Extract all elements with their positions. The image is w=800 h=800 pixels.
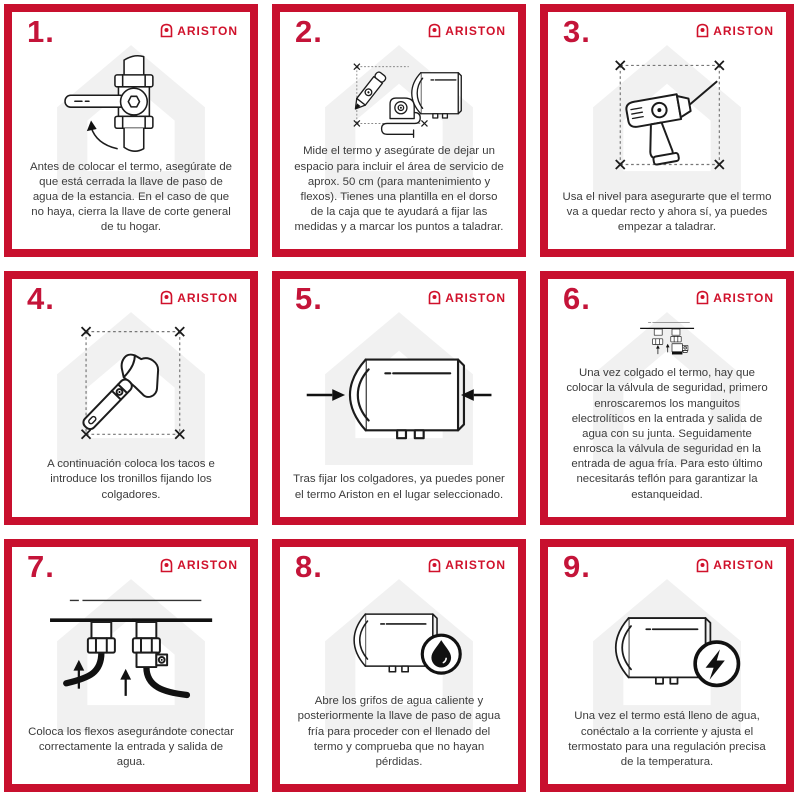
- ariston-logo-text: ARISTON: [445, 558, 506, 573]
- step-caption: Abre los grifos de agua caliente y posteriormente la llave de paso de agua fría para proceder con el llenado del termo y comprueba que no hayan pérdidas.: [297, 695, 501, 768]
- ariston-logo: [160, 23, 238, 38]
- step-caption: Tras fijar los colgadores, ya puedes poner el termo Ariston en el lugar seleccionado.: [293, 473, 505, 501]
- hammer-illustration: [23, 319, 239, 454]
- ariston-logo-text: ARISTON: [177, 290, 238, 305]
- step-caption: Una vez el termo está lleno de agua, conéctalo a la corriente y ajusta el termostato para una regulación precisa de la temperatura.: [568, 710, 766, 768]
- ariston-logo-icon: [428, 290, 441, 305]
- step-caption: Usa el nivel para asegurarte que el termo va a quedar recto y ahora sí, ya puedes empezar a taladrar.: [562, 190, 772, 234]
- ariston-logo-icon: [160, 23, 173, 38]
- step-caption: Antes de colocar el termo, asegúrate de que está cerrada la llave de paso de agua de la estancia. En el caso de que no haya, cierra la llave de corte general de tu hogar.: [30, 160, 232, 234]
- ariston-logo-icon: [696, 290, 709, 305]
- step-number: 6.: [563, 281, 591, 317]
- ariston-logo-text: ARISTON: [713, 290, 774, 305]
- ariston-logo: [696, 23, 774, 38]
- ariston-logo-text: ARISTON: [177, 558, 238, 573]
- step-caption: Coloca los flexos asegurándote conectar correctamente la entrada y salida de agua.: [28, 725, 234, 768]
- ariston-logo-text: ARISTON: [713, 23, 774, 38]
- step-caption: A continuación coloca los tacos e introduce los tronillos fijando los colgadores.: [47, 458, 215, 501]
- drill-illustration: [559, 51, 775, 186]
- step-number: 8.: [295, 548, 323, 584]
- ariston-logo: [696, 558, 774, 573]
- ariston-logo-icon: [428, 558, 441, 573]
- measuring-pencil-tape-heater-illustration: [291, 51, 507, 142]
- step-number: 1.: [27, 14, 55, 49]
- step-number: 4.: [27, 281, 55, 317]
- step-panel-6: [540, 271, 794, 524]
- step-number: 3.: [563, 14, 591, 49]
- ariston-logo-text: ARISTON: [445, 23, 506, 38]
- step-number: 2.: [295, 14, 323, 49]
- shutoff-valve-illustration: [23, 51, 239, 156]
- heater-placement-illustration: [291, 319, 507, 469]
- step-panel-1: [4, 4, 258, 257]
- ariston-logo-text: ARISTON: [713, 558, 774, 573]
- ariston-logo-icon: [696, 558, 709, 573]
- ariston-logo: [428, 23, 506, 38]
- step-number: 5.: [295, 281, 323, 317]
- ariston-logo-icon: [696, 23, 709, 38]
- step-caption: Una vez colgado el termo, hay que colocar la válvula de seguridad, primero enroscaremos los manguitos electrolíticos en la entrada y salida de agua con su junta. Seguidamente enrosca la válvula de seguridad en la entrada de agua fría. Para esto último necesitarás teflón para garantizar la estanqueidad.: [566, 367, 768, 501]
- ariston-logo-icon: [160, 558, 173, 573]
- ariston-logo: [160, 290, 238, 305]
- ariston-logo-icon: [160, 290, 173, 305]
- step-panel-2: [272, 4, 526, 257]
- ariston-logo-text: ARISTON: [445, 290, 506, 305]
- step-panel-8: [272, 539, 526, 792]
- step-number: 9.: [563, 548, 591, 584]
- step-caption: Mide el termo y asegúrate de dejar un espacio para incluir el área de servicio de aprox. 50 cm (para mantenimiento y flexos). Tienes una plantilla en el dorso de la caja que te ayudará a fijar las medidas y a marcar los puntos a taladrar.: [294, 145, 504, 234]
- ariston-logo-icon: [428, 23, 441, 38]
- ariston-logo: [428, 290, 506, 305]
- ariston-logo: [428, 558, 506, 573]
- safety-valve-illustration: [559, 318, 775, 364]
- heater-power-illustration: [559, 586, 775, 706]
- step-panel-4: [4, 271, 258, 524]
- flex-hoses-illustration: [23, 586, 239, 721]
- step-panel-5: [272, 271, 526, 524]
- step-number: 7.: [27, 548, 55, 584]
- ariston-logo: [696, 290, 774, 305]
- ariston-logo: [160, 558, 238, 573]
- heater-water-filling-illustration: [291, 586, 507, 691]
- ariston-logo-text: ARISTON: [177, 23, 238, 38]
- step-panel-9: [540, 539, 794, 792]
- step-panel-3: [540, 4, 794, 257]
- step-panel-7: [4, 539, 258, 792]
